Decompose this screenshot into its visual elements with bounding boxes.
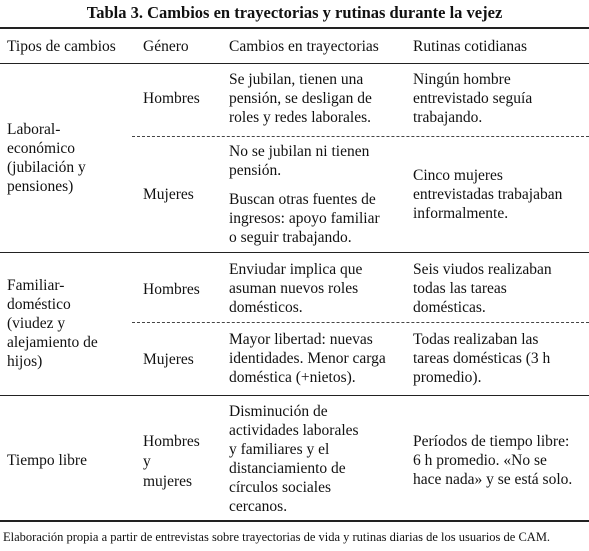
changes-laboral-hombres: roles y redes laborales. (229, 109, 372, 126)
header-tipos: Tipos de cambios (7, 38, 116, 55)
type-laboral-line: pensiones) (7, 178, 74, 195)
routines-familiar-mujeres: Todas realizaban las (413, 331, 539, 348)
header-genero: Género (143, 38, 189, 55)
top-rule (0, 27, 589, 29)
routines-libre: 6 h promedio. «No se (413, 452, 547, 469)
changes-laboral-mujeres-a: No se jubilan ni tienen (229, 143, 370, 160)
gender-laboral-mujeres: Mujeres (143, 186, 194, 203)
changes-libre: y familiares y el (229, 441, 330, 458)
routines-familiar-hombres: Seis viudos realizaban (413, 261, 552, 278)
dashed-separator-familiar (132, 322, 589, 323)
gender-libre: y (143, 453, 151, 470)
table-title: Tabla 3. Cambios en trayectorias y rutinas durante la vejez (86, 3, 503, 22)
changes-laboral-mujeres-a: pensión. (229, 162, 282, 179)
type-laboral-line: (jubilación y (7, 159, 86, 176)
changes-familiar-mujeres: doméstica (+nietos). (229, 369, 356, 386)
routines-libre: hace nada» y se está solo. (413, 471, 573, 488)
gender-libre: Hombres (143, 433, 200, 450)
section-rule-2 (0, 395, 589, 396)
type-laboral-line: económico (7, 140, 76, 157)
changes-familiar-hombres: domésticos. (229, 299, 303, 316)
routines-familiar-hombres: todas las tareas (413, 280, 507, 297)
changes-laboral-hombres: Se jubilan, tienen una (229, 71, 364, 88)
type-familiar-line: alejamiento de (7, 334, 98, 351)
changes-libre: cercanos. (229, 498, 288, 515)
routines-familiar-mujeres: tareas domésticas (3 h (413, 350, 551, 367)
routines-laboral-hombres: trabajando. (413, 109, 483, 126)
type-familiar-line: doméstico (7, 296, 71, 313)
routines-laboral-mujeres: entrevistadas trabajaban (413, 186, 563, 203)
changes-laboral-mujeres-b: ingresos: apoyo familiar (229, 210, 380, 227)
changes-laboral-hombres: pensión, se desligan de (229, 90, 372, 107)
changes-libre: actividades laborales (229, 422, 359, 439)
gender-libre: mujeres (143, 473, 193, 490)
section-rule-1 (0, 252, 589, 253)
type-familiar-line: hijos) (7, 353, 43, 370)
routines-laboral-hombres: entrevistado seguía (413, 90, 533, 107)
changes-familiar-mujeres: identidades. Menor carga (229, 350, 386, 367)
header-rule (0, 63, 589, 64)
routines-laboral-mujeres: informalmente. (413, 205, 509, 222)
header-cambios: Cambios en trayectorias (229, 38, 379, 55)
changes-libre: círculos sociales (229, 479, 332, 496)
routines-laboral-mujeres: Cinco mujeres (413, 167, 503, 184)
changes-familiar-hombres: asuman nuevos roles (229, 280, 359, 297)
changes-laboral-mujeres-b: o seguir trabajando. (229, 229, 352, 246)
changes-familiar-mujeres: Mayor libertad: nuevas (229, 331, 373, 348)
gender-familiar-hombres: Hombres (143, 281, 200, 298)
type-familiar-line: (viudez y (7, 315, 66, 332)
header-rutinas: Rutinas cotidianas (413, 38, 528, 55)
type-libre-line: Tiempo libre (7, 452, 87, 469)
routines-libre: Períodos de tiempo libre: (413, 433, 570, 450)
routines-familiar-mujeres: promedio). (413, 369, 482, 386)
routines-laboral-hombres: Ningún hombre (413, 71, 511, 88)
changes-libre: Disminución de (229, 403, 328, 420)
type-familiar-line: Familiar- (7, 277, 65, 294)
dashed-separator-laboral (132, 136, 589, 137)
changes-laboral-mujeres-b: Buscan otras fuentes de (229, 191, 376, 208)
bottom-rule (0, 520, 589, 522)
type-laboral-line: Laboral- (7, 121, 61, 138)
changes-libre: distanciamiento de (229, 460, 346, 477)
routines-familiar-hombres: domésticas. (413, 299, 486, 316)
changes-familiar-hombres: Enviudar implica que (229, 261, 363, 278)
table-footnote: Elaboración propia a partir de entrevistas sobre trayectorias de vida y rutinas diarias de los usuarios de CAM. (3, 530, 551, 544)
gender-familiar-mujeres: Mujeres (143, 351, 194, 368)
gender-laboral-hombres: Hombres (143, 90, 200, 107)
